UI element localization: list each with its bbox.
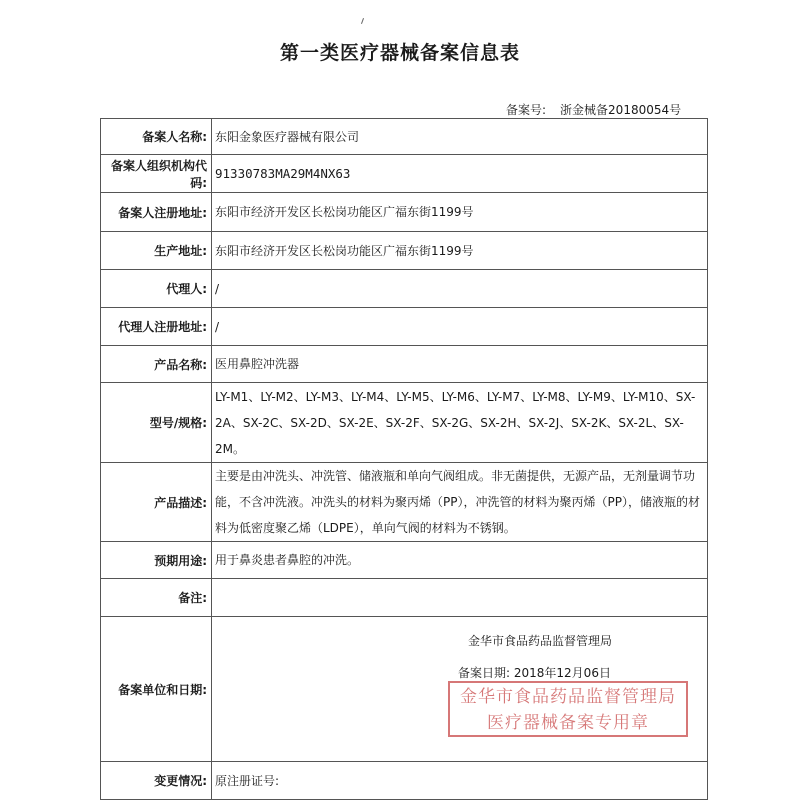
field-label: 代理人: — [101, 270, 212, 308]
field-value: 东阳市经济开发区长松岗功能区广福东街1199号 — [212, 232, 708, 270]
field-label: 代理人注册地址: — [101, 308, 212, 346]
table-row — [101, 617, 708, 762]
field-value: / — [212, 270, 708, 308]
seal-line-2: 医疗器械备案专用章 — [487, 713, 649, 733]
field-label: 产品描述: — [101, 463, 212, 542]
filing-unit-cell — [212, 617, 708, 762]
field-value — [212, 579, 708, 617]
field-label: 备案人注册地址: — [101, 193, 212, 232]
record-number — [506, 101, 681, 118]
table-row — [101, 579, 708, 617]
field-label: 备案单位和日期: — [101, 617, 212, 762]
field-value: 用于鼻炎患者鼻腔的冲洗。 — [212, 542, 708, 579]
field-label: 变更情况: — [101, 762, 212, 800]
table-row — [101, 270, 708, 308]
filing-date-value: 2018年12月06日 — [513, 666, 611, 680]
table-row — [101, 193, 708, 232]
filing-unit-name: 金华市食品药品监督管理局 — [468, 634, 613, 648]
field-value: 东阳金象医疗器械有限公司 — [212, 119, 708, 155]
table-row — [101, 463, 708, 542]
official-seal — [448, 681, 688, 737]
field-value: 91330783MA29M4NX63 — [212, 155, 708, 193]
field-label: 型号/规格: — [101, 383, 212, 463]
field-label: 生产地址: — [101, 232, 212, 270]
table-row — [101, 155, 708, 193]
field-value: 原注册证号: — [212, 762, 708, 800]
field-label: 备案人名称: — [101, 119, 212, 155]
table-row — [101, 346, 708, 383]
record-number-value: 浙金械备20180054号 — [560, 103, 682, 117]
table-row — [101, 119, 708, 155]
table-row — [101, 232, 708, 270]
scan-mark — [361, 18, 364, 24]
record-number-label: 备案号: — [506, 103, 547, 117]
seal-line-1: 金华市食品药品监督管理局 — [460, 687, 676, 707]
table-row — [101, 308, 708, 346]
field-label: 预期用途: — [101, 542, 212, 579]
table-row — [101, 383, 708, 463]
field-value: / — [212, 308, 708, 346]
filing-unit-block — [212, 617, 707, 761]
field-label: 备案人组织机构代码: — [101, 155, 212, 193]
page-title: 第一类医疗器械备案信息表 — [279, 42, 520, 64]
field-value: 主要是由冲洗头、冲洗管、储液瓶和单向气阀组成。非无菌提供，无源产品，无剂量调节功能，不含冲洗液。冲洗头的材料为聚丙烯（PP），冲洗管的材料为聚丙烯（PP），储液瓶的材料为低密度聚乙烯（LDPE），单向气阀的材料为不锈钢。 — [212, 463, 708, 542]
field-value: 医用鼻腔冲洗器 — [212, 346, 708, 383]
field-label: 产品名称: — [101, 346, 212, 383]
field-value: LY-M1、LY-M2、LY-M3、LY-M4、LY-M5、LY-M6、LY-M7、LY-M8、LY-M9、LY-M10、SX-2A、SX-2C、SX-2D、SX-2E、SX-2F、SX-2G、SX-2H、SX-2J、SX-2K、SX-2L、SX-2M。 — [212, 383, 708, 463]
field-value: 东阳市经济开发区长松岗功能区广福东街1199号 — [212, 193, 708, 232]
table-row — [101, 762, 708, 800]
table-row — [101, 542, 708, 579]
info-table — [100, 118, 708, 800]
filing-date-label: 备案日期: — [458, 666, 511, 680]
field-label: 备注: — [101, 579, 212, 617]
